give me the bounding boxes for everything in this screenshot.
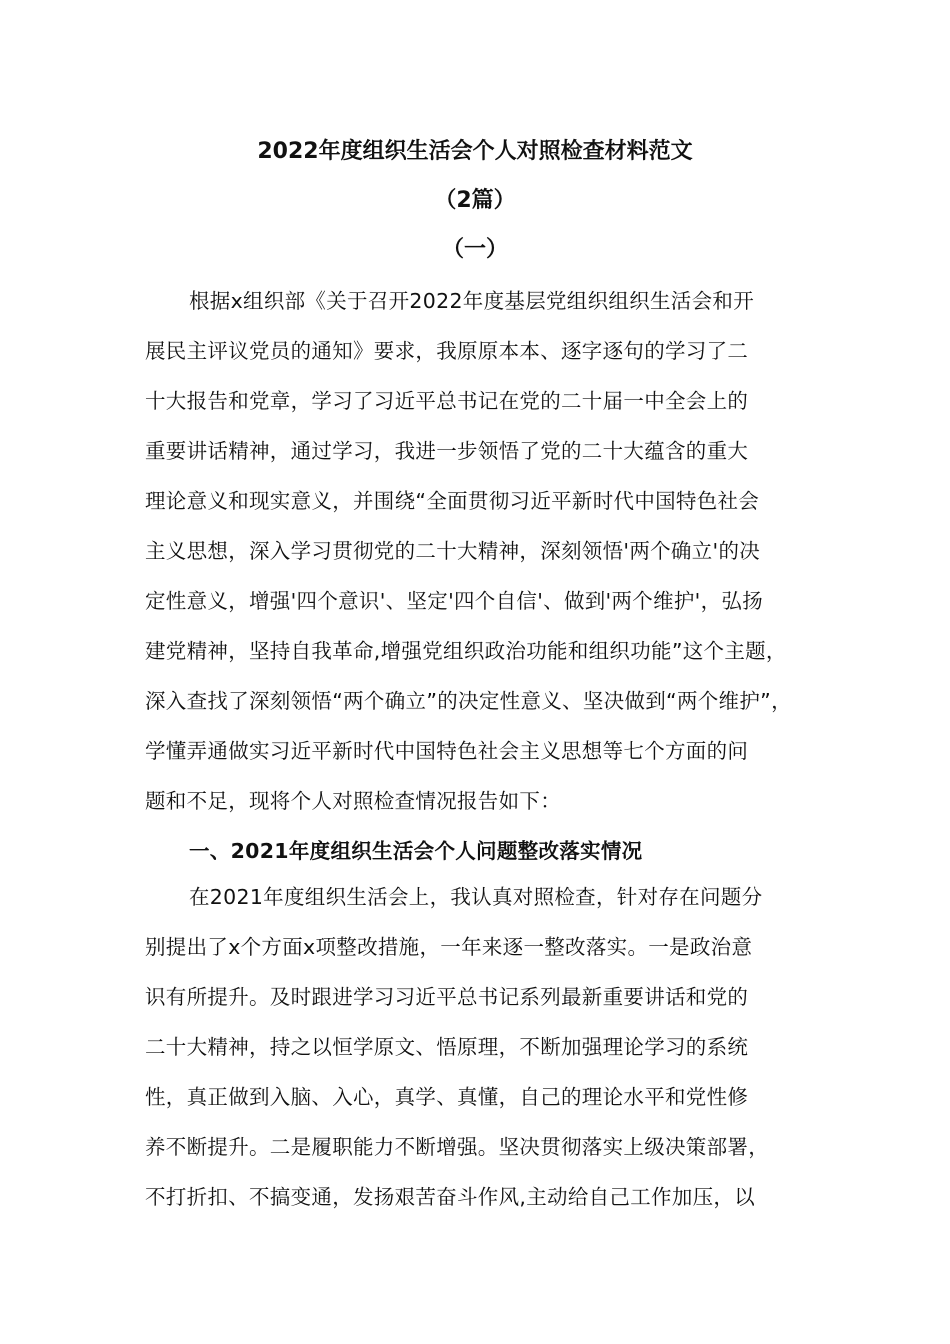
paragraph-line: 理论意义和现实意义，并围绕“全面贯彻习近平新时代中国特色社会 (145, 489, 760, 513)
paragraph-line: 学懂弄通做实习近平新时代中国特色社会主义思想等七个方面的问 (145, 739, 749, 763)
paragraph-line: 重要讲话精神，通过学习，我进一步领悟了党的二十大蕴含的重大 (145, 439, 749, 463)
paragraph-line: 养不断提升。二是履职能力不断增强。坚决贯彻落实上级决策部署， (145, 1135, 769, 1159)
paragraph-line: 主义思想，深入学习贯彻党的二十大精神，深刻领悟'两个确立'的决 (145, 539, 761, 563)
paragraph-line: 二十大精神，持之以恒学原文、悟原理，不断加强理论学习的系统 (145, 1035, 749, 1059)
paragraph-line: 题和不足，现将个人对照检查情况报告如下： (145, 789, 561, 813)
paragraph-line: 根据x组织部《关于召开2022年度基层党组织组织生活会和开 (189, 289, 755, 313)
paragraph-line: 性，真正做到入脑、入心，真学、真懂，自己的理论水平和党性修 (145, 1085, 749, 1109)
paragraph-line: 不打折扣、不搞变通，发扬艰苦奋斗作风,主动给自己工作加压，以 (145, 1185, 756, 1209)
document-title: 2022年度组织生活会个人对照检查材料范文 (257, 139, 693, 164)
paragraph-line: 定性意义，增强'四个意识'、坚定'四个自信'、做到'两个维护'，弘扬 (145, 589, 764, 613)
paragraph-line: 建党精神，坚持自我革命,增强党组织政治功能和组织功能”这个主题， (145, 639, 787, 663)
paragraph-1 (145, 276, 835, 876)
paragraph-line: 展民主评议党员的通知》要求，我原原本本、逐字逐句的学习了二 (145, 339, 749, 363)
part-label: （一） (441, 237, 508, 262)
paragraph-line: 在2021年度组织生活会上，我认真对照检查，针对存在问题分 (189, 885, 763, 909)
paragraph-line: 十大报告和党章，学习了习近平总书记在党的二十届一中全会上的 (145, 389, 749, 413)
section-heading: 一、2021年度组织生活会个人问题整改落实情况 (189, 839, 643, 863)
paragraph-line: 识有所提升。及时跟进学习习近平总书记系列最新重要讲话和党的 (145, 985, 749, 1009)
document-subtitle: （2篇） (434, 188, 516, 213)
paragraph-line: 别提出了x个方面x项整改措施，一年来逐一整改落实。一是政治意 (145, 935, 753, 959)
paragraph-line: 深入查找了深刻领悟“两个确立”的决定性意义、坚决做到“两个维护”， (145, 689, 792, 713)
paragraph-2 (145, 872, 835, 1222)
